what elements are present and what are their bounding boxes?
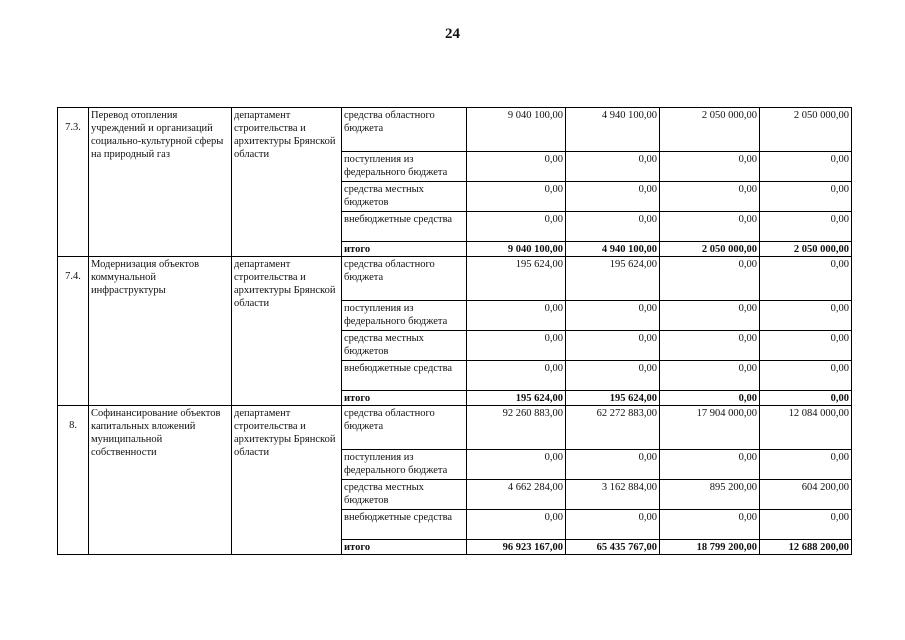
amount-cell: 0,00 xyxy=(760,212,852,242)
amount-cell: 0,00 xyxy=(467,510,566,540)
funding-source: поступления из федерального бюджета xyxy=(342,450,467,480)
item-number-cell xyxy=(58,257,89,406)
table-row xyxy=(58,108,852,152)
amount-cell: 0,00 xyxy=(467,212,566,242)
amount-cell: 0,00 xyxy=(467,361,566,391)
amount-cell: 0,00 xyxy=(467,152,566,182)
amount-cell: 0,00 xyxy=(660,182,760,212)
item-executor: департамент строительства и архитектуры Брянской области xyxy=(232,406,342,555)
amount-cell: 62 272 883,00 xyxy=(566,406,660,450)
amount-cell: 0,00 xyxy=(660,152,760,182)
total-amount: 2 050 000,00 xyxy=(660,242,760,257)
amount-cell: 0,00 xyxy=(760,301,852,331)
item-executor: департамент строительства и архитектуры Брянской области xyxy=(232,257,342,406)
item-executor: департамент строительства и архитектуры Брянской области xyxy=(232,108,342,257)
item-number: 8. xyxy=(69,419,77,431)
total-amount: 2 050 000,00 xyxy=(760,242,852,257)
table-row xyxy=(58,257,852,301)
funding-source: внебюджетные средства xyxy=(342,510,467,540)
amount-cell: 0,00 xyxy=(760,361,852,391)
total-amount: 4 940 100,00 xyxy=(566,242,660,257)
amount-cell: 0,00 xyxy=(660,331,760,361)
amount-cell: 0,00 xyxy=(566,212,660,242)
total-amount: 195 624,00 xyxy=(566,391,660,406)
amount-cell: 195 624,00 xyxy=(566,257,660,301)
funding-source: средства областного бюджета xyxy=(342,257,467,301)
amount-cell: 0,00 xyxy=(760,152,852,182)
amount-cell: 0,00 xyxy=(760,182,852,212)
item-title: Модернизация объектов коммунальной инфраструктуры xyxy=(89,257,232,406)
funding-source: поступления из федерального бюджета xyxy=(342,301,467,331)
funding-source: средства областного бюджета xyxy=(342,108,467,152)
funding-source: средства местных бюджетов xyxy=(342,331,467,361)
amount-cell: 0,00 xyxy=(566,152,660,182)
item-number-cell xyxy=(58,108,89,257)
amount-cell: 2 050 000,00 xyxy=(660,108,760,152)
item-number: 7.4. xyxy=(65,270,81,282)
total-label: итого xyxy=(342,391,467,406)
amount-cell: 2 050 000,00 xyxy=(760,108,852,152)
total-amount: 12 688 200,00 xyxy=(760,540,852,555)
amount-cell: 0,00 xyxy=(660,361,760,391)
amount-cell: 195 624,00 xyxy=(467,257,566,301)
amount-cell: 12 084 000,00 xyxy=(760,406,852,450)
total-label: итого xyxy=(342,242,467,257)
funding-source: средства местных бюджетов xyxy=(342,182,467,212)
amount-cell: 0,00 xyxy=(467,301,566,331)
amount-cell: 0,00 xyxy=(566,331,660,361)
amount-cell: 895 200,00 xyxy=(660,480,760,510)
total-amount: 18 799 200,00 xyxy=(660,540,760,555)
amount-cell: 604 200,00 xyxy=(760,480,852,510)
amount-cell: 0,00 xyxy=(467,450,566,480)
amount-cell: 17 904 000,00 xyxy=(660,406,760,450)
amount-cell: 4 662 284,00 xyxy=(467,480,566,510)
total-amount: 9 040 100,00 xyxy=(467,242,566,257)
budget-table xyxy=(57,107,852,555)
funding-source: внебюджетные средства xyxy=(342,361,467,391)
amount-cell: 0,00 xyxy=(566,510,660,540)
amount-cell: 0,00 xyxy=(660,510,760,540)
item-number: 7.3. xyxy=(65,121,81,133)
amount-cell: 9 040 100,00 xyxy=(467,108,566,152)
total-amount: 195 624,00 xyxy=(467,391,566,406)
amount-cell: 0,00 xyxy=(760,510,852,540)
item-number-cell xyxy=(58,406,89,555)
amount-cell: 92 260 883,00 xyxy=(467,406,566,450)
amount-cell: 0,00 xyxy=(760,450,852,480)
funding-source: средства областного бюджета xyxy=(342,406,467,450)
budget-table-body xyxy=(58,108,852,555)
amount-cell: 3 162 884,00 xyxy=(566,480,660,510)
item-title: Софинансирование объектов капитальных вложений муниципальной собственности xyxy=(89,406,232,555)
total-amount: 65 435 767,00 xyxy=(566,540,660,555)
total-amount: 0,00 xyxy=(660,391,760,406)
amount-cell: 0,00 xyxy=(467,331,566,361)
total-label: итого xyxy=(342,540,467,555)
amount-cell: 0,00 xyxy=(660,301,760,331)
amount-cell: 0,00 xyxy=(760,331,852,361)
amount-cell: 0,00 xyxy=(566,182,660,212)
funding-source: средства местных бюджетов xyxy=(342,480,467,510)
amount-cell: 0,00 xyxy=(660,257,760,301)
amount-cell: 0,00 xyxy=(566,361,660,391)
amount-cell: 0,00 xyxy=(566,450,660,480)
amount-cell: 0,00 xyxy=(660,450,760,480)
amount-cell: 0,00 xyxy=(660,212,760,242)
amount-cell: 0,00 xyxy=(467,182,566,212)
amount-cell: 0,00 xyxy=(760,257,852,301)
table-row xyxy=(58,406,852,450)
page-number: 24 xyxy=(445,26,460,42)
funding-source: поступления из федерального бюджета xyxy=(342,152,467,182)
funding-source: внебюджетные средства xyxy=(342,212,467,242)
amount-cell: 0,00 xyxy=(566,301,660,331)
total-amount: 96 923 167,00 xyxy=(467,540,566,555)
total-amount: 0,00 xyxy=(760,391,852,406)
amount-cell: 4 940 100,00 xyxy=(566,108,660,152)
item-title: Перевод отопления учреждений и организаций социально-культурной сферы на природный газ xyxy=(89,108,232,257)
